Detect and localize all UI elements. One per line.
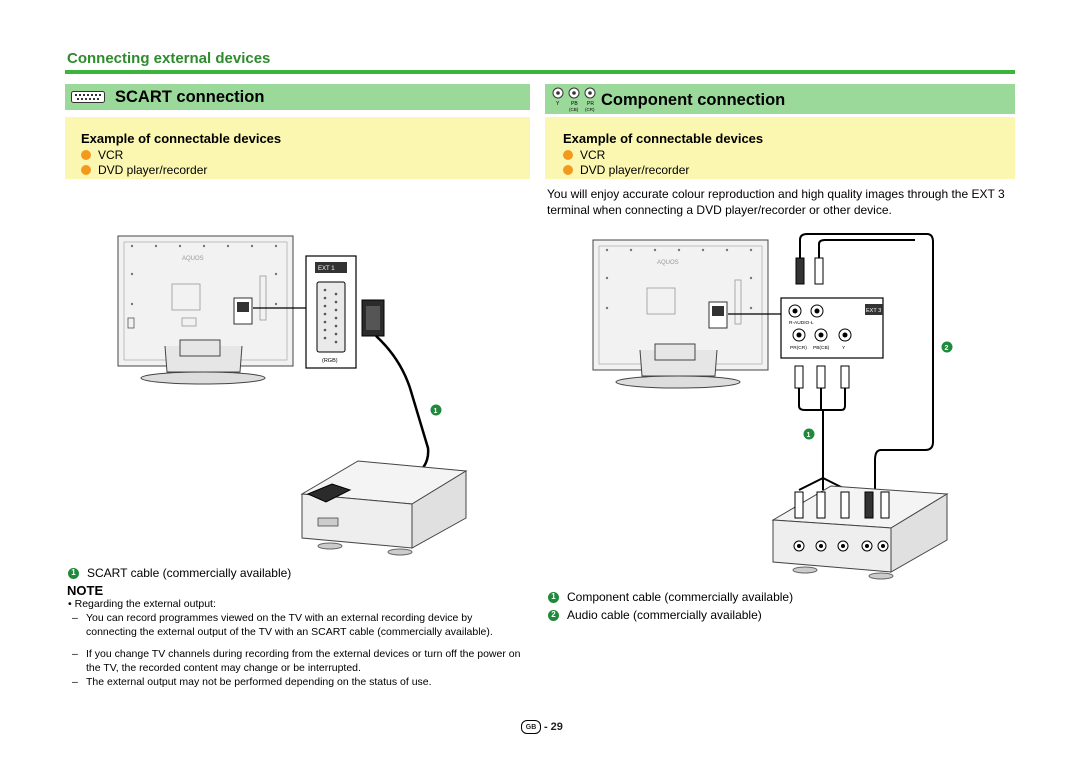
scart-legend-number: 1 bbox=[68, 568, 79, 579]
component-device-vcr: VCR bbox=[580, 147, 606, 162]
tv-back-panel bbox=[118, 236, 293, 384]
scart-recorder bbox=[302, 461, 466, 555]
component-callout-2-label: 2 bbox=[944, 345, 949, 352]
note-item bbox=[72, 648, 522, 675]
scart-port-label: EXT 1 bbox=[318, 266, 335, 272]
icon-label-pr: PR bbox=[587, 101, 594, 107]
scart-port-box bbox=[306, 256, 356, 368]
bullet-dot bbox=[81, 150, 91, 160]
bullet-dot bbox=[563, 165, 573, 175]
component-port-panel bbox=[781, 298, 883, 358]
footer-dash: - bbox=[544, 721, 548, 733]
note-heading: NOTE bbox=[67, 583, 104, 598]
component-legend-item bbox=[548, 589, 793, 605]
component-device-dvd: DVD player/recorder bbox=[580, 162, 690, 177]
note-item bbox=[72, 612, 522, 639]
component-audio-label: R-AUDIO-L bbox=[789, 321, 814, 326]
component-legend-item bbox=[548, 607, 762, 623]
note-item bbox=[72, 676, 522, 690]
scart-tv-logo: AQUOS bbox=[182, 256, 204, 262]
note-item-3: The external output may not be performed depending on the status of use. bbox=[86, 676, 432, 688]
note-item-1: You can record programmes viewed on the TV with an external recording device by connecting the external output of the TV with an SCART cable (commercially available). bbox=[86, 612, 493, 638]
component-tv-logo: AQUOS bbox=[657, 260, 679, 266]
dash: – bbox=[72, 648, 78, 660]
component-legend-text-2: Audio cable (commercially available) bbox=[567, 608, 762, 622]
section-rule bbox=[65, 70, 1015, 74]
component-legend-number-1: 1 bbox=[548, 592, 559, 603]
bullet-dot bbox=[81, 165, 91, 175]
bullet-dot-small: • bbox=[68, 598, 72, 610]
scart-callout-1-label: 1 bbox=[433, 408, 438, 415]
component-jack-label-pb: PB(CB) bbox=[813, 346, 830, 351]
component-legend-number-2: 2 bbox=[548, 610, 559, 621]
scart-device-vcr: VCR bbox=[98, 147, 124, 162]
scart-port-sub: (RGB) bbox=[322, 358, 338, 364]
component-title: Component connection bbox=[601, 91, 786, 109]
component-legend-text-1: Component cable (commercially available) bbox=[567, 590, 794, 604]
scart-legend-item bbox=[68, 565, 291, 581]
scart-device-dvd: DVD player/recorder bbox=[98, 162, 208, 177]
icon-label-y: Y bbox=[556, 101, 560, 107]
list-item bbox=[563, 162, 689, 177]
component-header bbox=[545, 84, 1015, 114]
scart-plug-tv bbox=[362, 300, 384, 336]
component-recorder bbox=[773, 486, 947, 579]
note-item-2: If you change TV channels during recording from the external devices or turn off the power on the TV, the recorded content may change or be interrupted. bbox=[86, 648, 521, 674]
dash: – bbox=[72, 612, 78, 624]
component-plugs-tv bbox=[795, 366, 849, 388]
component-jack-label-pr: PR(CR) bbox=[790, 346, 807, 351]
list-item bbox=[81, 162, 207, 177]
bullet-dot bbox=[563, 150, 573, 160]
page-footer bbox=[521, 720, 563, 734]
dash: – bbox=[72, 676, 78, 688]
audio-plugs-tv bbox=[796, 258, 823, 284]
scart-header bbox=[65, 84, 530, 110]
icon-label-pb: PB bbox=[571, 101, 578, 107]
component-diagram bbox=[585, 228, 975, 583]
icon-sublabel-cb: (CB) bbox=[569, 107, 579, 112]
component-jack-label-y: Y bbox=[842, 346, 846, 351]
scart-diagram bbox=[110, 228, 470, 558]
icon-sublabel-cr: (CR) bbox=[585, 107, 595, 112]
scart-title: SCART connection bbox=[115, 88, 265, 106]
component-example-title: Example of connectable devices bbox=[563, 131, 764, 146]
component-jacks-icon bbox=[551, 86, 601, 114]
scart-example-box bbox=[65, 117, 530, 179]
note-bullet bbox=[68, 598, 216, 612]
region-badge: GB bbox=[521, 720, 541, 734]
list-item bbox=[563, 147, 605, 162]
component-port-label: EXT 3 bbox=[866, 308, 882, 314]
page-number: 29 bbox=[550, 721, 563, 733]
component-example-box bbox=[545, 117, 1015, 179]
component-callout-1-label: 1 bbox=[806, 432, 811, 439]
list-item bbox=[81, 147, 123, 162]
section-title: Connecting external devices bbox=[67, 50, 271, 67]
scart-legend-text: SCART cable (commercially available) bbox=[87, 566, 292, 580]
note-bullet-text: Regarding the external output: bbox=[74, 598, 216, 610]
scart-connector-icon bbox=[71, 91, 105, 103]
scart-example-title: Example of connectable devices bbox=[81, 131, 282, 146]
component-description: You will enjoy accurate colour reproduction and high quality images through the EXT 3 terminal when connecting a DVD player/recorder or other device. bbox=[547, 187, 1005, 217]
